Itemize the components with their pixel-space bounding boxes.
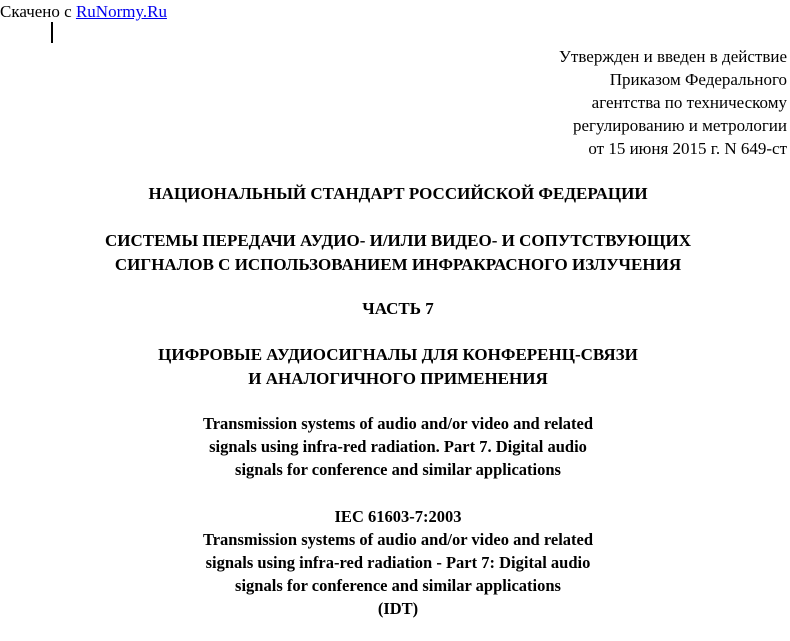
standard-heading bbox=[0, 182, 790, 205]
title-ru-line: СИГНАЛОВ С ИСПОЛЬЗОВАНИЕМ ИНФРАКРАСНОГО ИЗЛУЧЕНИЯ bbox=[114, 255, 682, 274]
title-en-line: signals using infra-red radiation. Part 7. Digital audio bbox=[209, 437, 587, 456]
runormy-link[interactable]: RuNormy.Ru bbox=[75, 2, 167, 21]
subtitle-ru-line: И АНАЛОГИЧНОГО ПРИМЕНЕНИЯ bbox=[248, 369, 548, 388]
text-cursor bbox=[51, 22, 53, 43]
title-en-line: Transmission systems of audio and/or video and related bbox=[202, 414, 594, 433]
title-ru-line: СИСТЕМЫ ПЕРЕДАЧИ АУДИО- И/ИЛИ ВИДЕО- И СОПУТСТВУЮЩИХ bbox=[104, 231, 692, 250]
iec-title-line: signals for conference and similar applications bbox=[235, 576, 561, 595]
approval-line: регулированию и метрологии bbox=[572, 116, 787, 135]
source-line bbox=[0, 2, 167, 22]
approval-line: Утвержден и введен в действие bbox=[558, 47, 787, 66]
iec-code: IEC 61603-7:2003 bbox=[334, 507, 462, 526]
iec-equivalence: (IDT) bbox=[377, 599, 419, 618]
iec-title-line: signals using infra-red radiation - Part 7: Digital audio bbox=[205, 553, 591, 572]
iec-title-line: Transmission systems of audio and/or video and related bbox=[202, 530, 594, 549]
title-ru bbox=[0, 229, 790, 277]
subtitle-ru-line: ЦИФРОВЫЕ АУДИОСИГНАЛЫ ДЛЯ КОНФЕРЕНЦ-СВЯЗИ bbox=[158, 345, 638, 364]
approval-line: от 15 июня 2015 г. N 649-ст bbox=[588, 139, 787, 158]
source-prefix: Скачено с bbox=[0, 2, 76, 21]
iec-block bbox=[0, 505, 790, 620]
standard-heading-text: НАЦИОНАЛЬНЫЙ СТАНДАРТ РОССИЙСКОЙ ФЕДЕРАЦИИ bbox=[148, 184, 648, 203]
title-en bbox=[0, 412, 790, 481]
subtitle-ru bbox=[0, 343, 790, 391]
part-heading-text: ЧАСТЬ 7 bbox=[362, 299, 434, 318]
title-en-line: signals for conference and similar applications bbox=[235, 460, 561, 479]
part-heading bbox=[0, 297, 790, 320]
approval-block bbox=[467, 45, 787, 160]
approval-line: Приказом Федерального bbox=[609, 70, 787, 89]
approval-line: агентства по техническому bbox=[591, 93, 787, 112]
